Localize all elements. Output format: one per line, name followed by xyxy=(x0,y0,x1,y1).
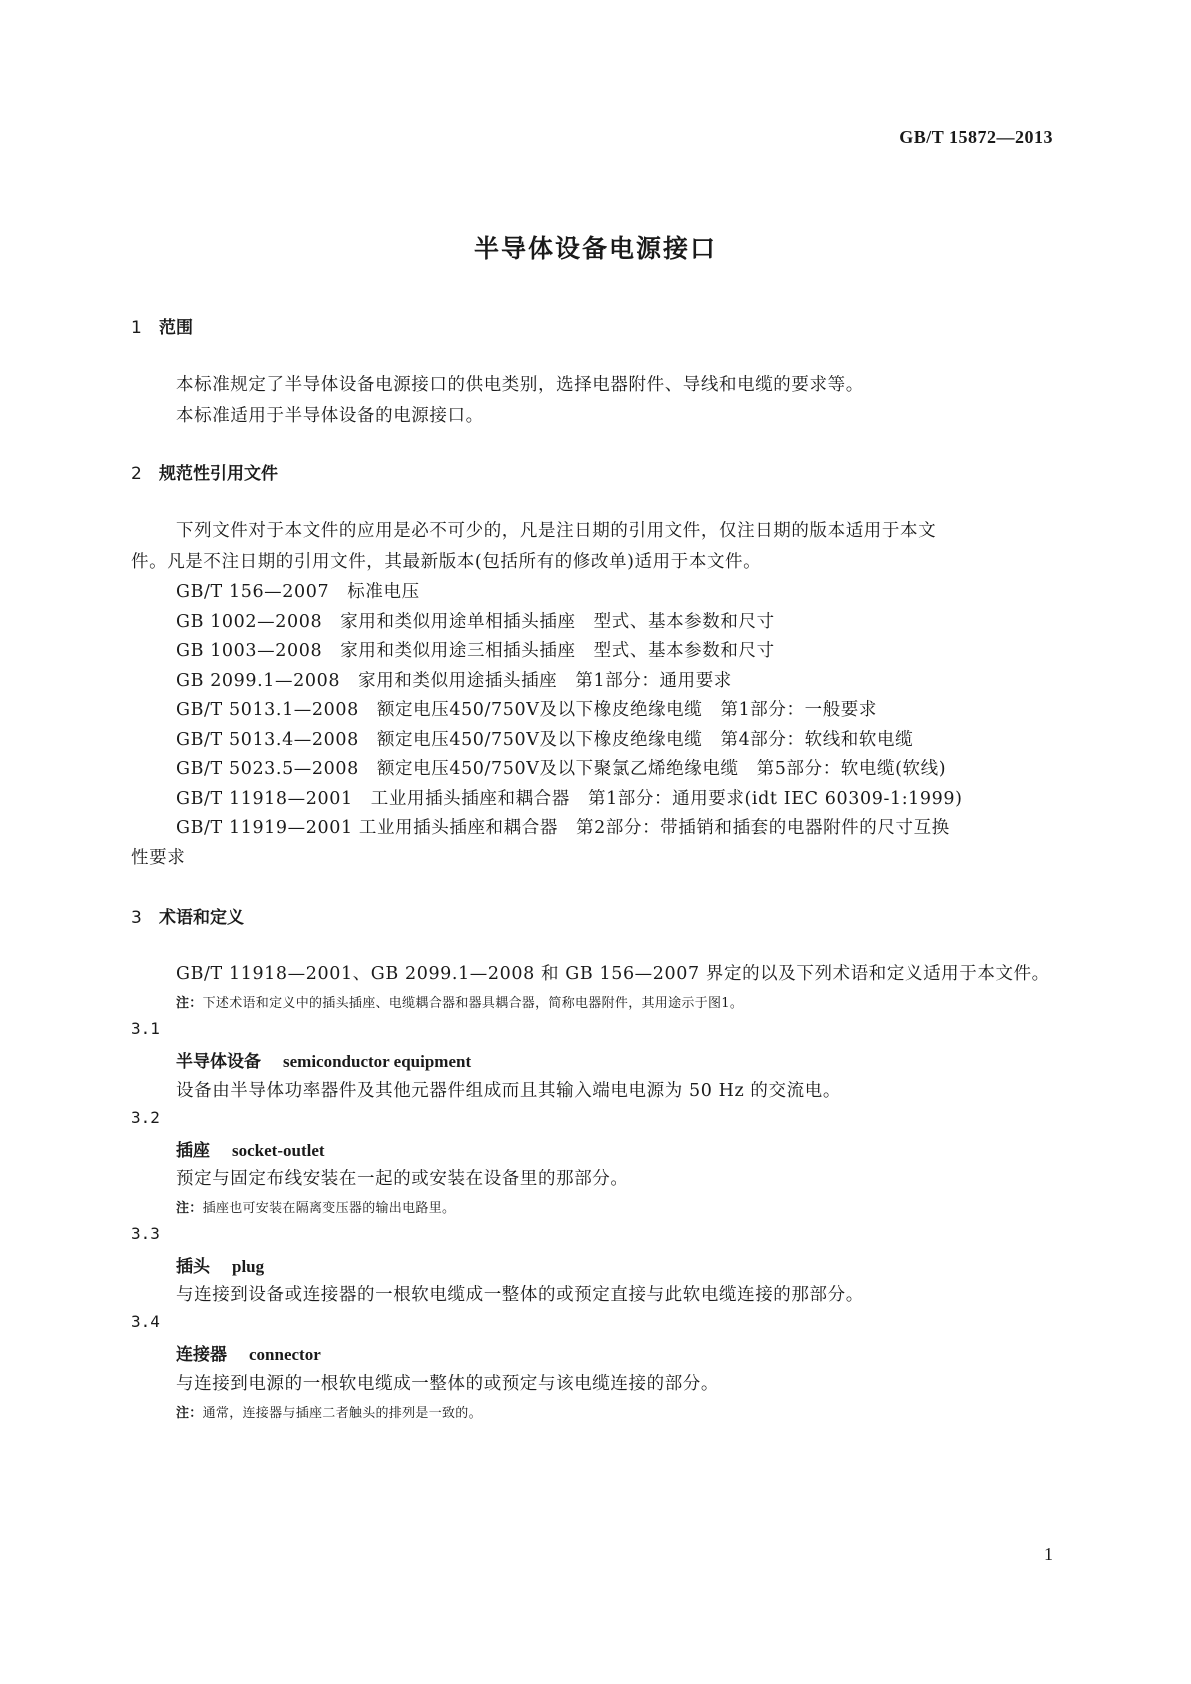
term-definition: 与连接到设备或连接器的一根软电缆成一整体的或预定直接与此软电缆连接的那部分。 xyxy=(176,1285,864,1305)
reference-item-continued: 性要求 xyxy=(131,848,186,868)
clause-number: 3.1 xyxy=(131,1019,160,1038)
reference-item: GB 1003—2008 家用和类似用途三相插头插座 型式、基本参数和尺寸 xyxy=(176,641,775,661)
reference-item: GB/T 5023.5—2008 额定电压450/750V及以下聚氯乙烯绝缘电缆 第5部分：软电缆(软线) xyxy=(176,759,947,779)
term-heading xyxy=(176,1136,325,1161)
section-title: 术语和定义 xyxy=(159,908,244,928)
standard-code: GB/T 15872—2013 xyxy=(899,127,1053,147)
clause-number: 3.2 xyxy=(131,1108,160,1127)
note-text: 通常，连接器与插座二者触头的排列是一致的。 xyxy=(202,1406,482,1421)
term-cn: 插座 xyxy=(176,1141,210,1161)
reference-item: GB/T 5013.1—2008 额定电压450/750V及以下橡皮绝缘电缆 第1部分：一般要求 xyxy=(176,700,878,720)
paragraph: 本标准适用于半导体设备的电源接口。 xyxy=(176,406,484,426)
document-title: 半导体设备电源接口 xyxy=(473,234,717,263)
note-text: 插座也可安装在隔离变压器的输出电路里。 xyxy=(202,1201,456,1216)
term-definition: 与连接到电源的一根软电缆成一整体的或预定与该电缆连接的部分。 xyxy=(176,1374,719,1394)
clause-number: 3.4 xyxy=(131,1312,160,1331)
reference-item: GB/T 11918—2001 工业用插头插座和耦合器 第1部分：通用要求(idt IEC 60309-1:1999) xyxy=(176,789,963,809)
term-en: plug xyxy=(232,1257,265,1276)
clause-number: 3.3 xyxy=(131,1224,160,1243)
reference-item: GB 1002—2008 家用和类似用途单相插头插座 型式、基本参数和尺寸 xyxy=(176,612,775,632)
note-label: 注： xyxy=(176,996,203,1011)
note xyxy=(176,992,743,1011)
reference-item: GB/T 156—2007 标准电压 xyxy=(176,582,420,602)
section-1-heading xyxy=(131,313,193,338)
section-number: 1 xyxy=(131,318,142,338)
term-cn: 插头 xyxy=(176,1257,210,1277)
note-label: 注： xyxy=(176,1406,203,1421)
section-title: 范围 xyxy=(159,318,193,338)
page-number: 1 xyxy=(1044,1544,1053,1564)
paragraph: 本标准规定了半导体设备电源接口的供电类别，选择电器附件、导线和电缆的要求等。 xyxy=(176,375,864,395)
term-heading xyxy=(176,1047,471,1072)
term-en: semiconductor equipment xyxy=(283,1052,472,1071)
term-definition: 预定与固定布线安装在一起的或安装在设备里的那部分。 xyxy=(176,1169,629,1189)
reference-item: GB 2099.1—2008 家用和类似用途插头插座 第1部分：通用要求 xyxy=(176,671,732,691)
term-definition: 设备由半导体功率器件及其他元器件组成而且其输入端电电源为 50 Hz 的交流电。 xyxy=(176,1081,841,1101)
term-cn: 连接器 xyxy=(176,1345,227,1365)
section-number: 3 xyxy=(131,908,142,928)
note xyxy=(176,1197,455,1216)
term-en: socket-outlet xyxy=(232,1141,325,1160)
term-heading xyxy=(176,1252,264,1277)
paragraph: 下列文件对于本文件的应用是必不可少的，凡是注日期的引用文件，仅注日期的版本适用于本文 xyxy=(176,521,937,541)
note xyxy=(176,1402,482,1421)
paragraph: 件。凡是不注日期的引用文件，其最新版本(包括所有的修改单)适用于本文件。 xyxy=(131,552,762,572)
section-number: 2 xyxy=(131,464,142,484)
section-2-heading xyxy=(131,459,278,484)
term-en: connector xyxy=(249,1345,321,1364)
note-text: 下述术语和定义中的插头插座、电缆耦合器和器具耦合器，简称电器附件，其用途示于图1。 xyxy=(202,996,744,1011)
paragraph: GB/T 11918—2001、GB 2099.1—2008 和 GB 156—2007 界定的以及下列术语和定义适用于本文件。 xyxy=(176,964,1050,984)
reference-item: GB/T 11919—2001 工业用插头插座和耦合器 第2部分：带插销和插套的电器附件的尺寸互换 xyxy=(176,818,950,838)
term-cn: 半导体设备 xyxy=(176,1052,261,1072)
note-label: 注： xyxy=(176,1201,203,1216)
reference-item: GB/T 5013.4—2008 额定电压450/750V及以下橡皮绝缘电缆 第4部分：软线和软电缆 xyxy=(176,730,914,750)
section-3-heading xyxy=(131,903,244,928)
term-heading xyxy=(176,1340,321,1365)
section-title: 规范性引用文件 xyxy=(159,464,278,484)
